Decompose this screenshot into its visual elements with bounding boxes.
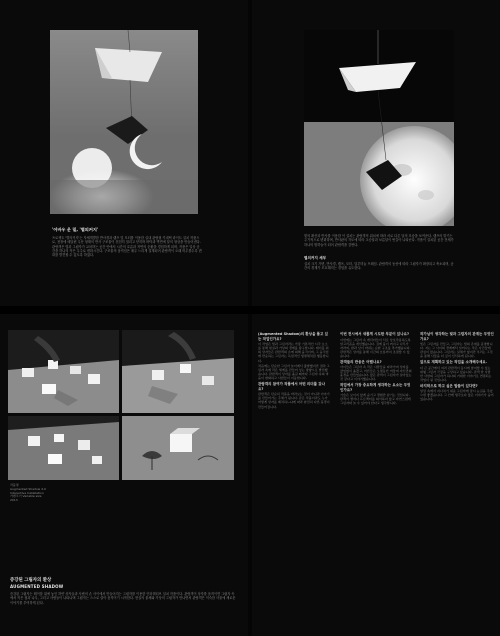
- shadow-photo-4: [122, 416, 234, 480]
- bottom-spread-gutter: [248, 314, 252, 636]
- col1-para-4: 관람객의 참여가 작품에서 어떤 의미를 갖나요?: [258, 382, 325, 391]
- col1-para-1: (Augmented Shadow)의 환상을 품고 있는 작업인가요?: [258, 332, 329, 341]
- top-spread: [0, 0, 500, 306]
- moon-installation-illustration-right: [304, 30, 454, 226]
- shadow-photo-2: [122, 330, 234, 413]
- bottom-heading-en: AUGMENTED SHADOW: [10, 584, 64, 589]
- interview-column-1: [258, 332, 330, 410]
- interview-column-3: [420, 332, 494, 403]
- hands-boxes-shadow-illustration-2: [122, 330, 234, 413]
- moon-installation-photo-right: [304, 30, 454, 226]
- top-left-body: 프로젝트 '별의커지'는 자체개발한 반사경과 램프 및 모터를 이용한 실내 관람형 키네틱 라이트 설치 작품으로, 천장에 매달린 우산 형태의 반사 구조물이 천천히 열리고 닫히며 바닥과 벽면에 달의 형상을 만들어낸다. 관람객은 빛과 그림자가 교차하는 공간 안에서 시간의 흐름과 자연의 순환을 경험하게 되며, 작품은 일상 공간을 하나의 작은 우주로 변화시킨다. 구조물의 움직임은 매우 느리게 설계되어 관람객이 오래 머무를수록 변화를 발견할 수 있도록 하였다.: [52, 236, 202, 258]
- col3-para-6: 일상 속에서 지나치기 쉬운 그림자에 잠시 눈길을 주셨으면 좋겠습니다. 그 안에 생각보다 많은 이야기가 숨어 있습니다.: [420, 389, 494, 402]
- col3-para-3: 앞으로 계획하고 있는 작업을 소개해주세요.: [420, 360, 488, 365]
- top-right-body-1: 빛의 확산과 반사를 이용한 이 설치는 관람객의 위치에 따라 서로 다른 달의 모습을 보여준다. 램프의 밝기는 주기적으로 변화하며, 반사판의 각도에 따라 초승달과 보름달이 번갈아 나타난다. 작품이 설치된 공간 전체가 하나의 밤하늘이 되어 관람객을 감싼다.: [304, 234, 454, 247]
- top-right-heading-2: 별의커지 세부: [304, 256, 327, 260]
- col2-para-3: 관객들의 반응은 어땠나요?: [340, 359, 382, 364]
- col3-para-5: 마지막으로 하고 싶은 말씀이 있다면?: [420, 383, 478, 388]
- bottom-heading-ko: 증강된 그림자의 환상: [10, 578, 52, 583]
- col1-para-2: 이 작업은 빛과 그림자라는 가장 기본적인 시각 요소를 통해 현실과 가상의 경계를 탐구합니다. 테이블 위의 상자들은 관람객의 손에 의해 움직이며, 그 움직임에 반응하는 그림자는 독립적인 생명체처럼 행동합니다.: [258, 342, 329, 363]
- col2-para-1: 이번 전시에서 새롭게 시도한 부분이 있나요?: [340, 332, 409, 336]
- interview-column-2: [340, 332, 412, 407]
- col2-para-4: 아이들은 그림자 속 작은 사람들을 따라가며 상자를 끊임없이 옮겼고, 어른들은 오랫동안 머물며 자신만의 풍경을 만들었습니다. 많은 관객이 그림자가 살아있는 것 같다고 이야기했습니다.: [340, 365, 412, 382]
- bottom-intro: 증강된 그림자는 테이블 위에 놓인 하얀 상자들과 사람의 손 사이에서 만들어지는 그림자를 이용한 인터랙티브 설치 작품이다. 관람객이 상자를 움직이면 그림자 속에서 작은 집과 나무, 그리고 사람들이 나타나며 그림자는 스스로 살아 움직이기 시작한다. 현실의 물체와 가상의 그림자가 만나면서 관람객은 익숙한 사물에 새로운 이야기를 부여하게 된다.: [10, 592, 236, 605]
- shadow-photo-3: [8, 416, 119, 480]
- moon-installation-photo-left: [50, 30, 198, 214]
- top-left-heading: '어바우 운 밀, '별의커지': [52, 227, 99, 232]
- top-right-body-2: 설치 크기 가변, 반사경, 램프, 모터, 알루미늄 프레임. 관람객의 동선에 따라 그림자가 확장되고 축소되며, 공간의 경계가 모호해지는 경험을 유도한다.: [304, 262, 454, 271]
- bottom-spread: [0, 314, 500, 636]
- moon-installation-illustration-left: [50, 30, 198, 214]
- col3-para-1: 작가님이 생각하는 빛과 그림자의 관계는 무엇인가요?: [420, 332, 494, 341]
- box-tree-shadow-illustration-4: [122, 416, 234, 480]
- boxes-shadow-illustration-3: [8, 416, 119, 480]
- col2-para-2: 이번에는 그림자 속 캐릭터들이 서로 상호작용하도록 알고리즘을 개선했습니다. 집에 불이 켜지고 나무가 자라며, 밤과 낮이 바뀌는 순환 구조를 추가했습니다. 관람객은 상자를 통해 시간의 흐름까지 조절할 수 있습니다.: [340, 337, 411, 358]
- hands-boxes-shadow-illustration-1: [8, 330, 119, 413]
- col1-para-3: 처음에는 단순한 그림자 놀이에서 출발했지만 점차 그림자 속에 작은 세계를 만들어 넣는 방향으로 발전했습니다. 관람객이 상자를 옮길 때마다 그림자 속의 마을이 변화하고 사람들이 이동합니다.: [258, 364, 330, 381]
- col1-para-5: 관람객은 단순히 작품을 바라보는 것이 아니라 이야기를 만들어가는 주체가 됩니다. 같은 작품이라도 누가 어떻게 상자를 배치하느냐에 따라 완전히 다른 풍경이 만들어집니다.: [258, 392, 330, 409]
- col3-para-2: 빛은 그림자를 만들고, 그림자는 빛의 존재를 증명합니다. 저는 그 사이의 경계에서 일어나는 작은 사건들에 관심이 많습니다. 그림자는 실체가 없지만 우리는 그것을 통해 사물을 더 깊이 인식하게 됩니다.: [420, 342, 493, 359]
- shadow-photo-1: [8, 330, 119, 413]
- top-spread-gutter: [248, 0, 252, 306]
- col3-para-4: 더 큰 공간에서 여러 관람객이 동시에 참여할 수 있는 대형 그림자 극장을 구상하고 있습니다. 관객 한 사람 한 사람의 그림자가 하나의 거대한 이야기로 연결되는 작업이 될 것입니다.: [420, 365, 492, 382]
- col2-para-5: 작업에서 가장 중요하게 생각하는 요소는 무엇인가요?: [340, 383, 411, 392]
- bottom-photo-caption: 작품명 Augmented Shadow 2.0 Interactive Installation 가변크기 Variable size 2013: [10, 483, 46, 503]
- col2-para-6: 기술은 보이지 않게 숨기고 경험만 남기는 것입니다. 관객이 센서나 프로젝터를 의식하지 않고 자연스럽게 그림자와 놀 수 있어야 한다고 생각합니다.: [340, 393, 411, 406]
